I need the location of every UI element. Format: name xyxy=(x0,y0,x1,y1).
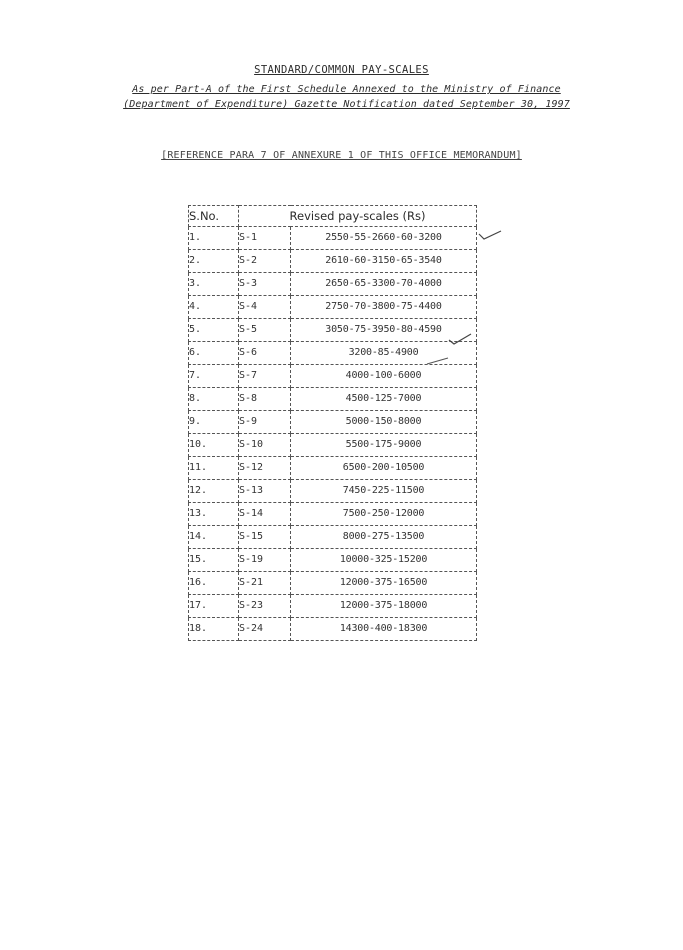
row-scale-code: S-13 xyxy=(239,480,291,503)
document-title: STANDARD/COMMON PAY-SCALES xyxy=(254,64,429,76)
row-sno: 14. xyxy=(189,526,239,549)
row-scale-code: S-24 xyxy=(239,618,291,641)
row-scale-code: S-3 xyxy=(239,273,291,296)
row-scale-code: S-15 xyxy=(239,526,291,549)
table-row xyxy=(189,319,477,342)
table-row xyxy=(189,480,477,503)
row-scale-code: S-9 xyxy=(239,411,291,434)
row-sno: 1. xyxy=(189,227,239,250)
handwritten-tick-mark-icon xyxy=(426,355,450,367)
row-sno: 16. xyxy=(189,572,239,595)
row-scale-code: S-4 xyxy=(239,296,291,319)
row-pay-scale: 14300-400-18300 xyxy=(291,618,477,641)
table-row xyxy=(189,595,477,618)
row-pay-scale: 12000-375-18000 xyxy=(291,595,477,618)
row-sno: 2. xyxy=(189,250,239,273)
row-scale-code: S-5 xyxy=(239,319,291,342)
row-sno: 12. xyxy=(189,480,239,503)
table-row xyxy=(189,457,477,480)
row-pay-scale: 8000-275-13500 xyxy=(291,526,477,549)
row-pay-scale: 4000-100-6000 xyxy=(291,365,477,388)
row-scale-code: S-14 xyxy=(239,503,291,526)
row-sno: 7. xyxy=(189,365,239,388)
col-header-sno: S.No. xyxy=(189,206,239,227)
table-row xyxy=(189,503,477,526)
row-pay-scale: 2610-60-3150-65-3540 xyxy=(291,250,477,273)
row-scale-code: S-23 xyxy=(239,595,291,618)
table-header-row xyxy=(189,206,477,227)
row-pay-scale: 12000-375-16500 xyxy=(291,572,477,595)
row-scale-code: S-10 xyxy=(239,434,291,457)
row-scale-code: S-8 xyxy=(239,388,291,411)
row-sno: 4. xyxy=(189,296,239,319)
row-sno: 3. xyxy=(189,273,239,296)
row-pay-scale: 5500-175-9000 xyxy=(291,434,477,457)
row-scale-code: S-7 xyxy=(239,365,291,388)
reference-note: [REFERENCE PARA 7 OF ANNEXURE 1 OF THIS OFFICE MEMORANDUM] xyxy=(161,150,522,161)
row-pay-scale: 3050-75-3950-80-4590 xyxy=(291,319,477,342)
row-sno: 18. xyxy=(189,618,239,641)
pay-scales-table xyxy=(188,205,477,641)
row-sno: 10. xyxy=(189,434,239,457)
row-pay-scale: 2650-65-3300-70-4000 xyxy=(291,273,477,296)
handwritten-tick-mark-icon xyxy=(478,229,502,241)
table-row xyxy=(189,250,477,273)
row-scale-code: S-6 xyxy=(239,342,291,365)
table-row xyxy=(189,227,477,250)
table-row xyxy=(189,388,477,411)
table-row xyxy=(189,411,477,434)
table-row xyxy=(189,572,477,595)
row-sno: 13. xyxy=(189,503,239,526)
row-scale-code: S-2 xyxy=(239,250,291,273)
table-row xyxy=(189,296,477,319)
row-pay-scale: 10000-325-15200 xyxy=(291,549,477,572)
row-pay-scale: 2750-70-3800-75-4400 xyxy=(291,296,477,319)
table-row xyxy=(189,549,477,572)
row-pay-scale: 4500-125-7000 xyxy=(291,388,477,411)
row-scale-code: S-19 xyxy=(239,549,291,572)
table-row xyxy=(189,526,477,549)
row-scale-code: S-21 xyxy=(239,572,291,595)
row-sno: 9. xyxy=(189,411,239,434)
handwritten-tick-mark-icon xyxy=(448,333,472,345)
row-pay-scale: 7450-225-11500 xyxy=(291,480,477,503)
table-row xyxy=(189,273,477,296)
row-sno: 5. xyxy=(189,319,239,342)
row-pay-scale: 6500-200-10500 xyxy=(291,457,477,480)
row-scale-code: S-1 xyxy=(239,227,291,250)
row-pay-scale: 5000-150-8000 xyxy=(291,411,477,434)
row-sno: 6. xyxy=(189,342,239,365)
row-sno: 8. xyxy=(189,388,239,411)
row-sno: 11. xyxy=(189,457,239,480)
table-row xyxy=(189,618,477,641)
row-sno: 15. xyxy=(189,549,239,572)
col-header-revised-pay-scales: Revised pay-scales (Rs) xyxy=(239,206,477,227)
row-sno: 17. xyxy=(189,595,239,618)
table-row xyxy=(189,434,477,457)
document-subtitle-line-2: (Department of Expenditure) Gazette Notification dated September 30, 1997 xyxy=(123,99,570,110)
row-pay-scale: 3200-85-4900 xyxy=(291,342,477,365)
document-subtitle-line-1: As per Part-A of the First Schedule Annexed to the Ministry of Finance xyxy=(132,84,561,95)
row-scale-code: S-12 xyxy=(239,457,291,480)
table-row xyxy=(189,365,477,388)
row-pay-scale: 7500-250-12000 xyxy=(291,503,477,526)
row-pay-scale: 2550-55-2660-60-3200 xyxy=(291,227,477,250)
